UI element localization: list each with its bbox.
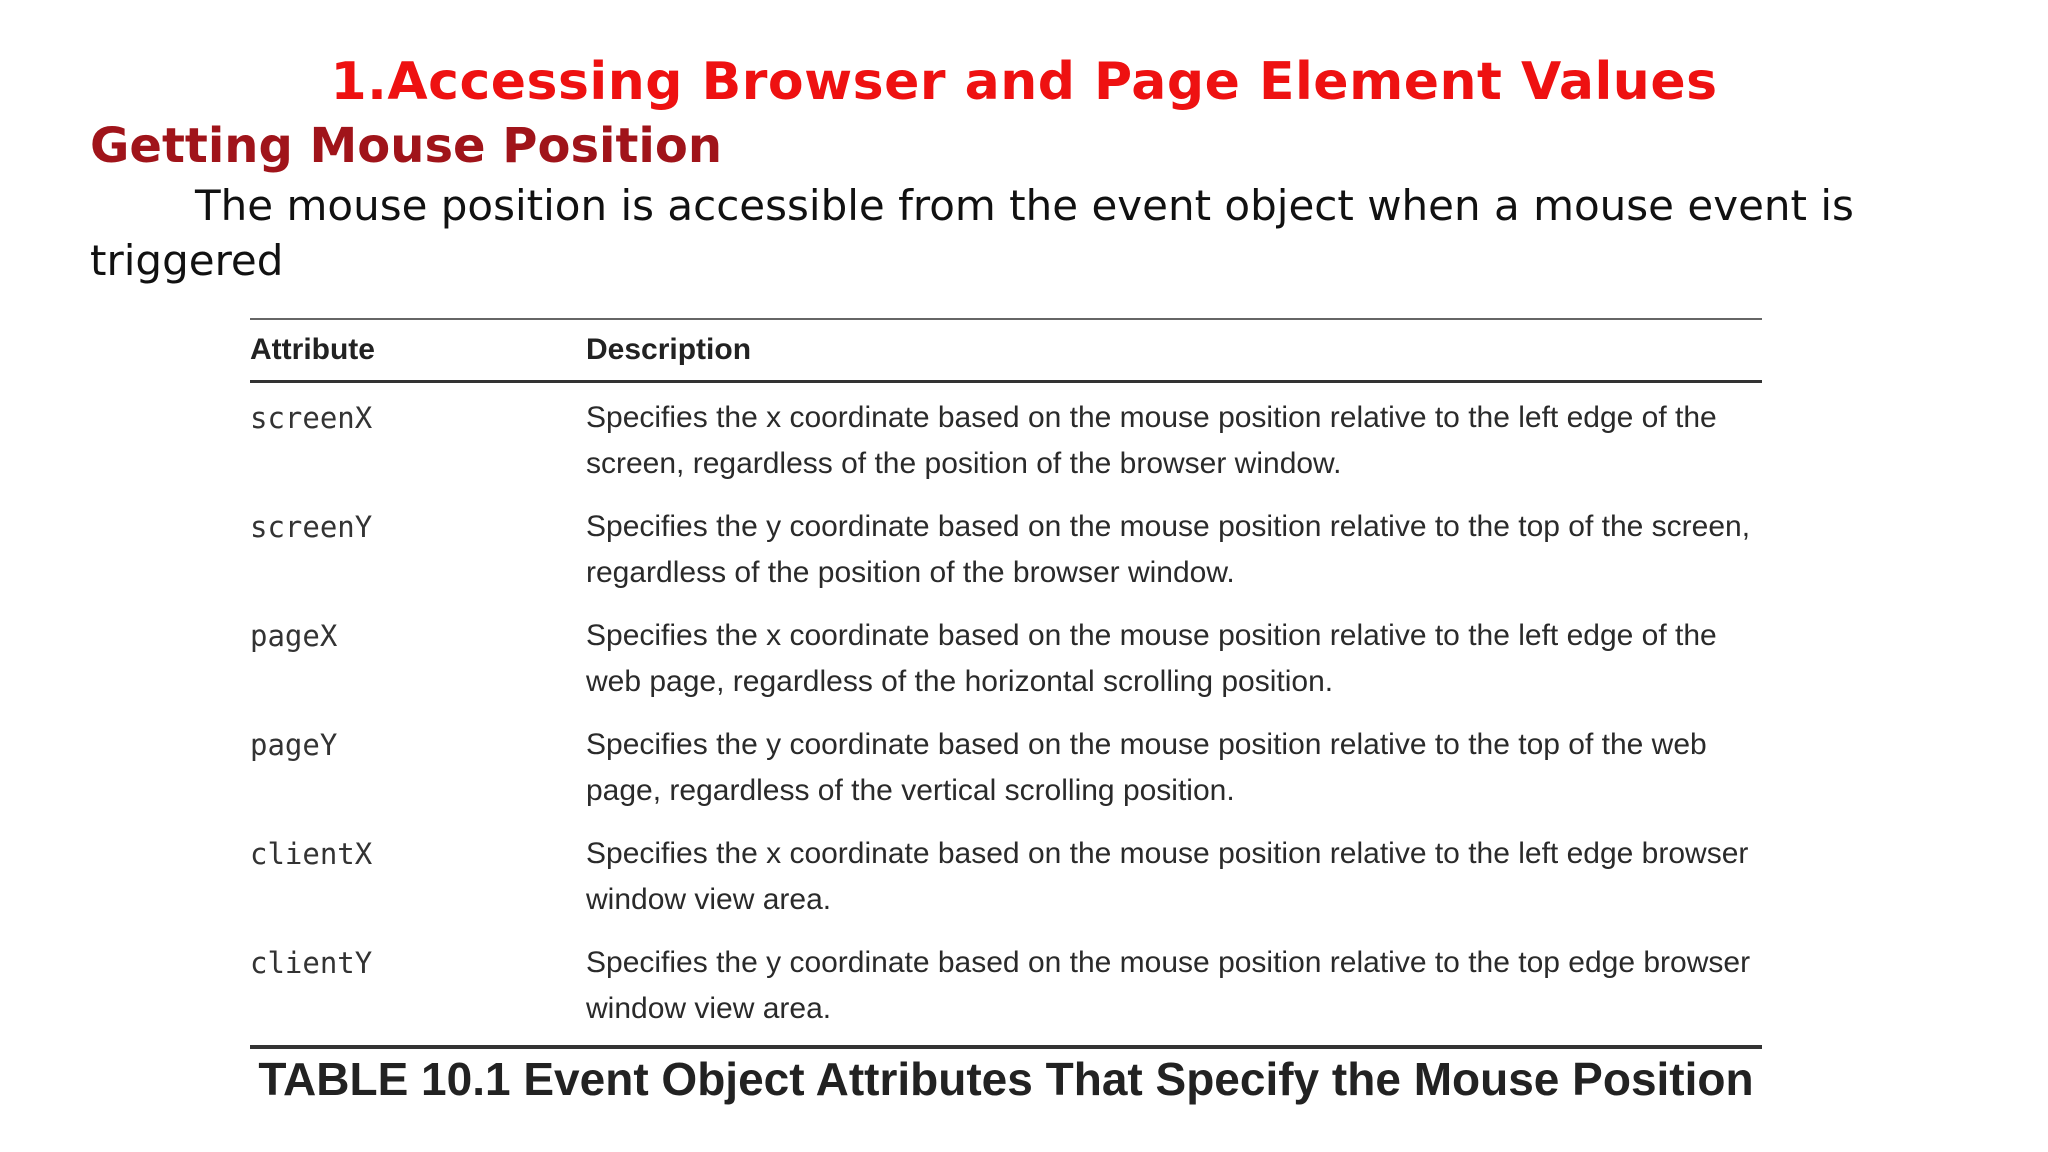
attribute-cell: clientX <box>250 837 373 871</box>
attribute-cell: screenY <box>250 510 373 544</box>
description-cell: Specifies the x coordinate based on the mouse position relative to the left edge browser window view area. <box>586 837 1749 916</box>
table-row <box>250 383 1762 492</box>
table-row <box>250 710 1762 819</box>
table-row <box>250 492 1762 601</box>
description-cell: Specifies the y coordinate based on the mouse position relative to the top edge browser window view area. <box>586 946 1751 1025</box>
description-cell: Specifies the y coordinate based on the mouse position relative to the top of the screen, regardless of the position of the browser window. <box>586 510 1751 589</box>
description-cell: Specifies the x coordinate based on the mouse position relative to the left edge of the web page, regardless of the horizontal scrolling position. <box>586 619 1717 698</box>
attribute-cell: pageX <box>250 619 338 653</box>
table-caption: TABLE 10.1 Event Object Attributes That Specify the Mouse Position <box>258 1053 1754 1105</box>
attribute-cell: clientY <box>250 946 373 980</box>
description-cell: Specifies the x coordinate based on the mouse position relative to the left edge of the screen, regardless of the position of the browser window. <box>586 401 1717 480</box>
table-row <box>250 819 1762 928</box>
column-header-attribute: Attribute <box>250 333 375 366</box>
slide-title: 1.Accessing Browser and Page Element Values <box>330 52 1718 112</box>
section-heading: Getting Mouse Position <box>90 118 723 174</box>
intro-paragraph: The mouse position is accessible from the event object when a mouse event is triggered <box>90 181 1854 285</box>
table-header-row <box>250 320 1762 383</box>
description-cell: Specifies the y coordinate based on the mouse position relative to the top of the web page, regardless of the vertical scrolling position. <box>586 728 1707 807</box>
attribute-cell: pageY <box>250 728 338 762</box>
table-bottom-rule <box>250 1045 1762 1049</box>
column-header-description: Description <box>586 333 752 366</box>
table-row <box>250 928 1762 1037</box>
table-row <box>250 601 1762 710</box>
attributes-table <box>250 318 1762 1049</box>
attribute-cell: screenX <box>250 401 373 435</box>
